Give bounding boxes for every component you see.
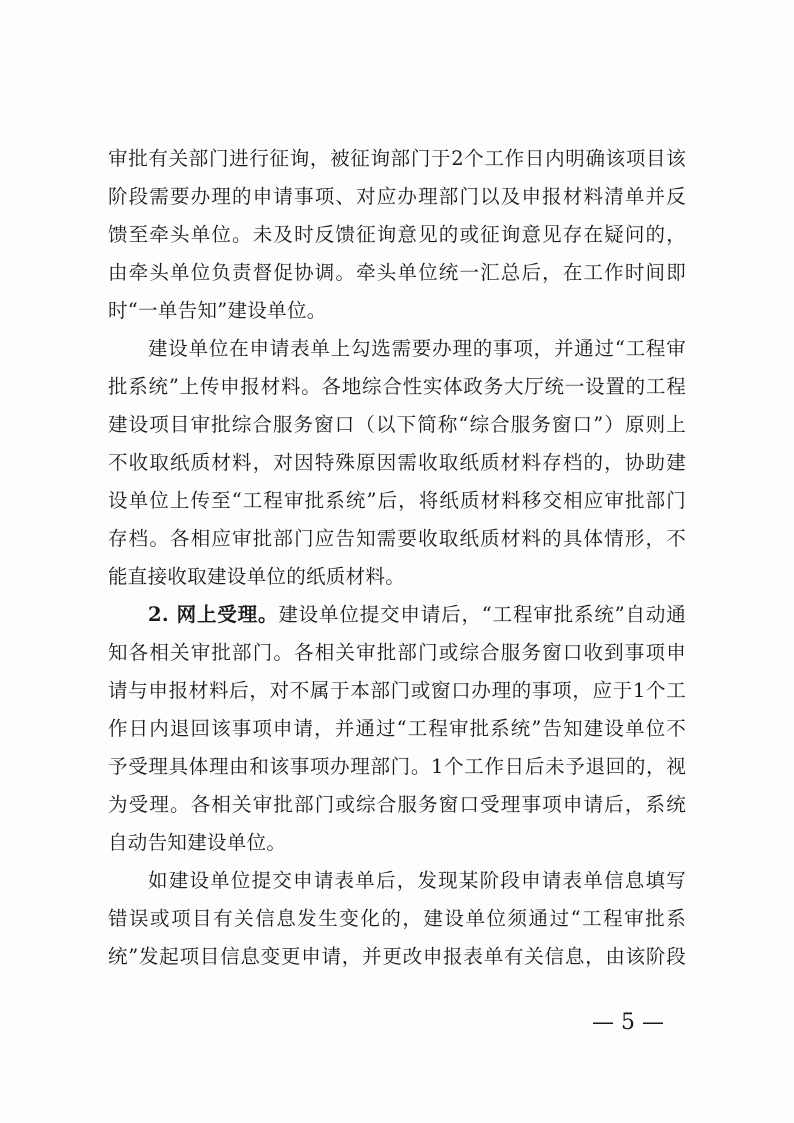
text-line: 存档。各相应审批部门应告知需要收取纸质材料的具体情形，不 [108,527,686,550]
text-line: 如建设单位提交申请表单后，发现某阶段申请表单信息填写 [148,869,686,892]
text-line: 请与申报材料后，对不属于本部门或窗口办理的事项，应于1个工 [108,679,686,702]
paragraph-3 [108,596,686,862]
text-line: 时“一单告知”建设单位。 [108,299,327,322]
text-line: 错误或项目有关信息发生变化的，建设单位须通过“工程审批系 [108,907,686,930]
text-line: 作日内退回该事项申请，并通过“工程审批系统”告知建设单位不 [108,717,686,740]
text-span: 建设单位提交申请后，“工程审批系统”自动通 [278,603,686,626]
text-line: 建设项目审批综合服务窗口（以下简称“综合服务窗口”）原则上 [108,413,686,436]
text-line: 知各相关审批部门。各相关审批部门或综合服务窗口收到事项申 [108,641,686,664]
paragraph-4 [108,862,686,976]
text-line: 馈至牵头单位。未及时反馈征询意见的或征询意见存在疑问的， [108,223,686,246]
text-line: 为受理。各相关审批部门或综合服务窗口受理事项申请后，系统 [108,793,686,816]
text-line [108,596,686,634]
body-text [108,140,686,976]
text-line: 自动告知建设单位。 [108,831,287,854]
text-line: 批系统”上传申报材料。各地综合性实体政务大厅统一设置的工程 [108,375,686,398]
paragraph-2 [108,330,686,596]
text-line: 统”发起项目信息变更申请，并更改申报表单有关信息，由该阶段 [108,945,686,968]
text-line: 设单位上传至“工程审批系统”后，将纸质材料移交相应审批部门 [108,489,686,512]
text-line: 不收取纸质材料，对因特殊原因需收取纸质材料存档的，协助建 [108,451,686,474]
text-line: 由牵头单位负责督促协调。牵头单位统一汇总后，在工作时间即 [108,261,686,284]
paragraph-1 [108,140,686,330]
text-line: 建设单位在申请表单上勾选需要办理的事项，并通过“工程审 [148,337,686,360]
text-line: 阶段需要办理的申请事项、对应办理部门以及申报材料清单并反 [108,185,686,208]
page-number: — 5 — [592,1010,664,1035]
text-line: 予受理具体理由和该事项办理部门。1个工作日后未予退回的，视 [108,755,686,778]
text-line: 能直接收取建设单位的纸质材料。 [108,565,406,588]
text-line: 审批有关部门进行征询，被征询部门于2个工作日内明确该项目该 [108,147,686,170]
section-heading: 2. 网上受理。 [148,603,279,626]
